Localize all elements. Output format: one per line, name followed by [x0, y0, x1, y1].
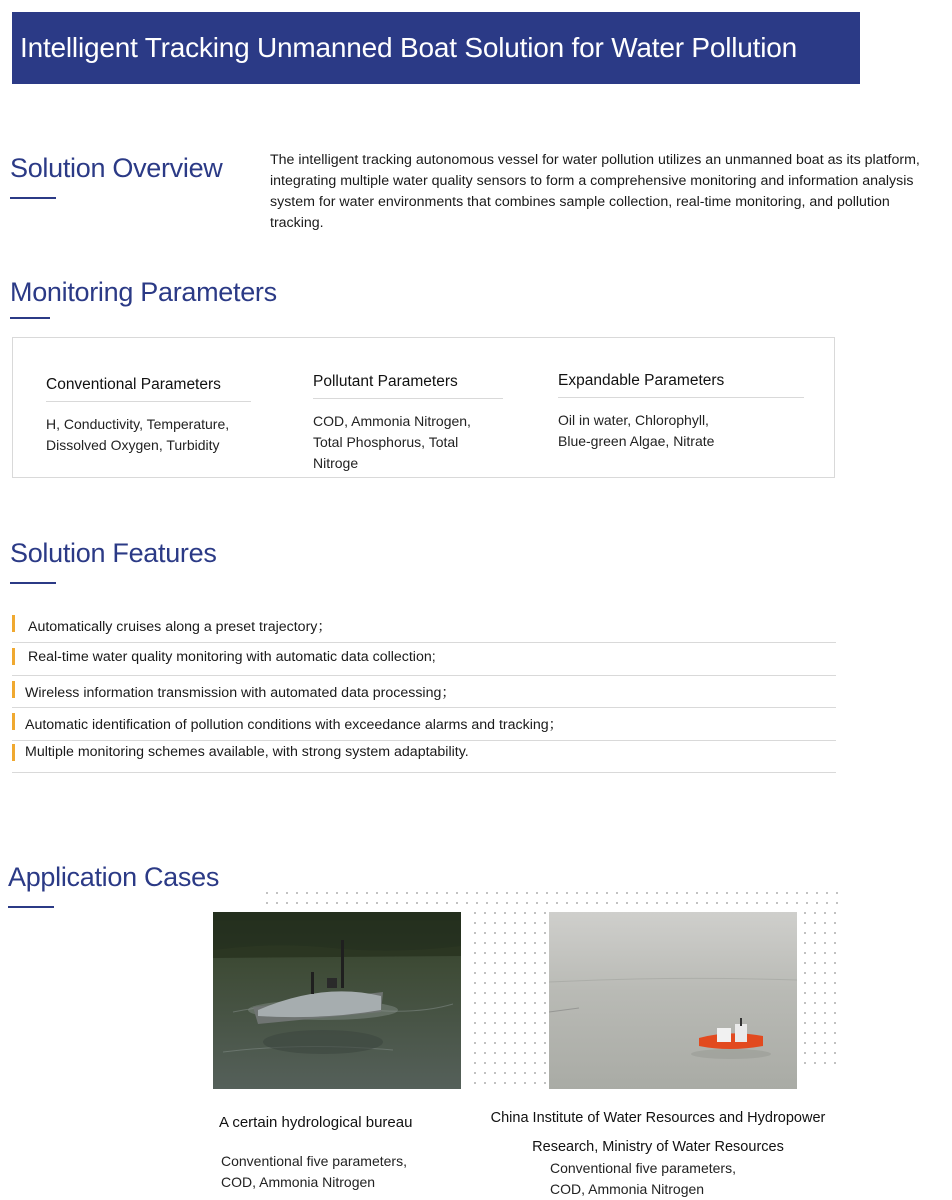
feature-text: Automatic identification of pollution conditions with exceedance alarms and tracking；: [25, 717, 563, 733]
cases-heading: Application Cases: [8, 862, 220, 892]
features-heading: Solution Features: [10, 538, 217, 568]
cases-underline: [8, 906, 54, 908]
overview-underline: [10, 197, 56, 199]
page-title: Intelligent Tracking Unmanned Boat Solution for Water Pollution: [20, 32, 798, 63]
param-heading: Conventional Parameters: [46, 376, 251, 402]
param-value-line: COD, Ammonia Nitrogen,: [313, 413, 471, 429]
parameter-box: [12, 337, 835, 478]
feature-list: [12, 610, 836, 773]
case-photo-research-institute: [549, 912, 797, 1089]
dot-pattern-middle: [470, 908, 550, 1088]
param-value-line: Total Phosphorus, Total Nitroge: [313, 434, 459, 471]
case-description: [221, 1151, 407, 1193]
param-heading: Pollutant Parameters: [313, 373, 503, 399]
case-title: A certain hydrological bureau: [219, 1114, 413, 1131]
title-banner: [12, 12, 860, 84]
features-underline: [10, 582, 56, 584]
param-value-line: Blue-green Algae, Nitrate: [558, 433, 715, 449]
case-line: COD, Ammonia Nitrogen: [221, 1174, 376, 1190]
param-value-line: H, Conductivity, Temperature,: [46, 416, 230, 432]
case-title-line: China Institute of Water Resources and Hydropower: [490, 1110, 826, 1126]
feature-text: Wireless information transmission with automated data processing；: [25, 685, 456, 701]
param-column-conventional: [46, 376, 251, 456]
param-value-line: Oil in water, Chlorophyll,: [558, 412, 709, 428]
boat-photo-2: [549, 912, 797, 1089]
param-values: [558, 410, 804, 452]
feature-marker: [12, 713, 15, 730]
param-column-expandable: [558, 372, 804, 452]
feature-marker: [12, 681, 15, 698]
case-photo-hydrological-bureau: [213, 912, 461, 1089]
dot-pattern-right: [800, 908, 842, 1068]
feature-item: [12, 741, 836, 773]
param-values: [46, 414, 251, 456]
feature-item: [12, 708, 836, 741]
feature-text: Multiple monitoring schemes available, with strong system adaptability.: [25, 744, 469, 760]
case-description: [550, 1158, 736, 1200]
case-line: Conventional five parameters,: [221, 1153, 407, 1169]
feature-item: [12, 676, 836, 708]
param-column-pollutant: [313, 373, 503, 474]
case-title: [480, 1104, 836, 1162]
param-values: [313, 411, 503, 474]
case-title-line: Research, Ministry of Water Resources: [532, 1139, 784, 1155]
feature-text: Automatically cruises along a preset trajectory；: [28, 619, 332, 635]
monitoring-heading: Monitoring Parameters: [10, 277, 277, 307]
feature-marker: [12, 615, 15, 632]
case-line: COD, Ammonia Nitrogen: [550, 1181, 705, 1197]
overview-text: The intelligent tracking autonomous vessel for water pollution utilizes an unmanned boat as its platform, integrating multiple water quality sensors to form a comprehensive monitoring and information analysis system for water environments that combines sample collection, real-time monitoring, and pollution tracking.: [270, 152, 920, 231]
feature-item: [12, 643, 836, 676]
dot-pattern-top: [262, 888, 842, 910]
overview-heading: Solution Overview: [10, 153, 223, 183]
feature-marker: [12, 648, 15, 665]
boat-photo-1: [213, 912, 461, 1089]
param-heading: Expandable Parameters: [558, 372, 804, 398]
feature-marker: [12, 744, 15, 761]
param-value-line: Dissolved Oxygen, Turbidity: [46, 437, 220, 453]
case-line: Conventional five parameters,: [550, 1160, 736, 1176]
monitoring-underline: [10, 317, 50, 319]
feature-item: [12, 610, 836, 643]
feature-text: Real-time water quality monitoring with automatic data collection;: [28, 649, 436, 665]
